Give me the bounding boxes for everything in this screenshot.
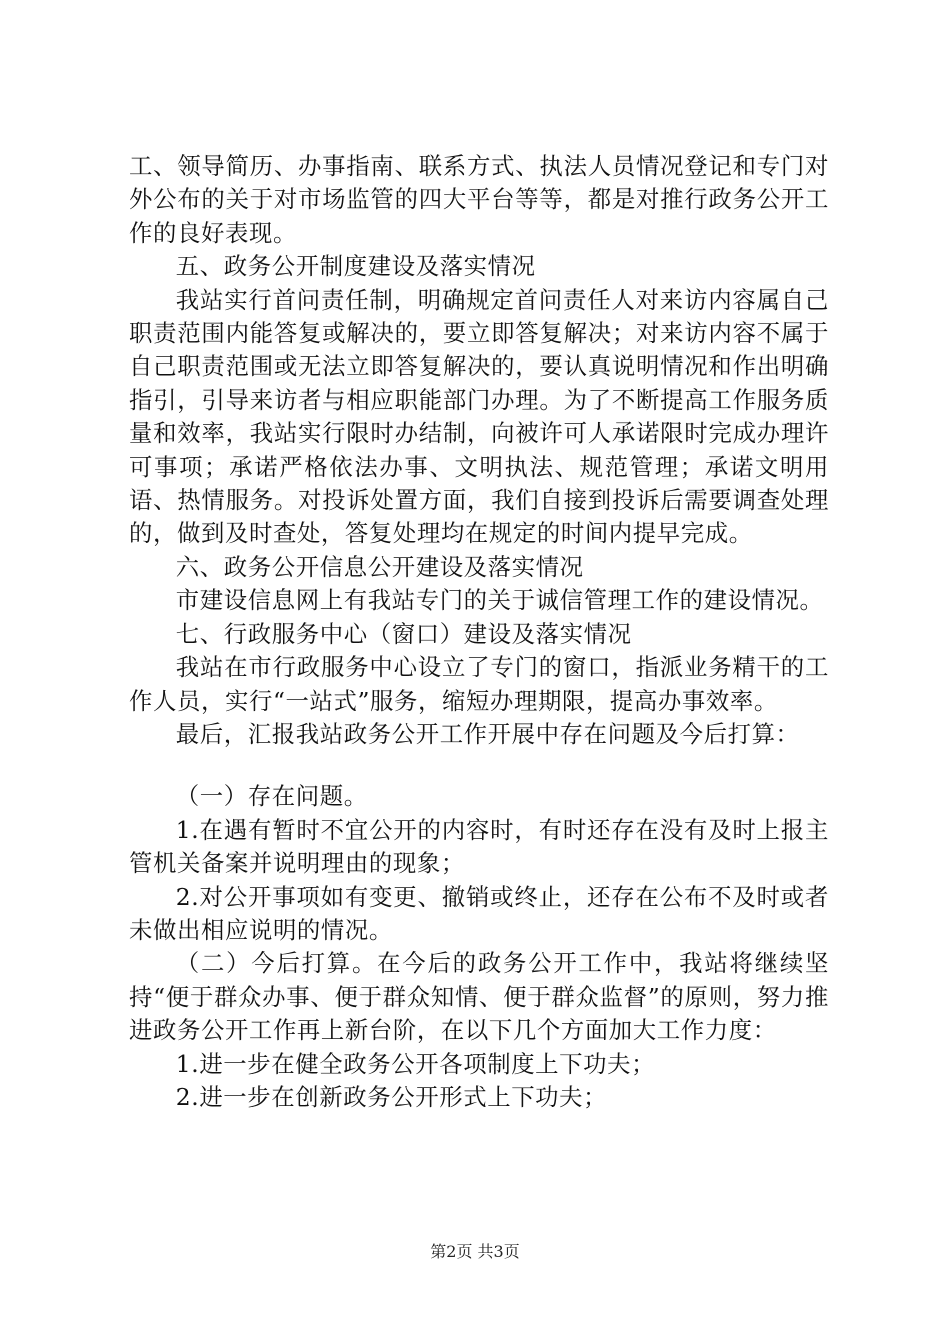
paragraph-summary-intro: 最后，汇报我站政务公开工作开展中存在问题及今后打算：	[175, 719, 800, 748]
section-heading-5: 五、政务公开制度建设及落实情况	[175, 252, 536, 281]
problem-item-2: 2.对公开事项如有变更、撤销或终止，还存在公布不及时或者未做出相应说明的情况。	[129, 882, 829, 944]
paragraph-section-7: 我站在市行政服务中心设立了专门的窗口，指派业务精干的工作人员，实行“一站式”服务，缩短办理期限，提高办事效率。	[129, 653, 829, 715]
page-number-footer: 第2页 共3页	[430, 1242, 520, 1261]
section-heading-6: 六、政务公开信息公开建设及落实情况	[175, 552, 584, 581]
document-body	[129, 150, 829, 1114]
paragraph-section-6: 市建设信息网上有我站专门的关于诚信管理工作的建设情况。	[175, 586, 824, 615]
subheading-plans: （二）今后打算。在今后的政务公开工作中，我站将继续坚持“便于群众办事、便于群众知情、便于群众监督”的原则，努力推进政务公开工作再上新台阶，在以下几个方面加大工作力度：	[129, 949, 829, 1045]
problem-item-1: 1.在遇有暂时不宜公开的内容时，有时还存在没有及时上报主管机关备案并说明理由的现象；	[129, 815, 829, 878]
plan-item-1: 1.进一步在健全政务公开各项制度上下功夫；	[175, 1049, 656, 1078]
section-heading-7: 七、行政服务中心（窗口）建设及落实情况	[175, 619, 632, 648]
plan-item-2: 2.进一步在创新政务公开形式上下功夫；	[175, 1082, 608, 1111]
subheading-problems: （一）存在问题。	[175, 782, 368, 811]
paragraph-section-5: 我站实行首问责任制，明确规定首问责任人对来访内容属自己职责范围内能答复或解决的，要立即答复解决；对来访内容不属于自己职责范围或无法立即答复解决的，要认真说明情况和作出明确指引，引导来访者与相应职能部门办理。为了不断提高工作服务质量和效率，我站实行限时办结制，向被许可人承诺限时完成办理许可事项；承诺严格依法办事、文明执法、规范管理；承诺文明用语、热情服务。对投诉处置方面，我们自接到投诉后需要调查处理的，做到及时查处，答复处理均在规定的时间内提早完成。	[129, 285, 829, 548]
paragraph-continuation: 工、领导简历、办事指南、联系方式、执法人员情况登记和专门对外公布的关于对市场监管的四大平台等等，都是对推行政务公开工作的良好表现。	[129, 152, 829, 247]
